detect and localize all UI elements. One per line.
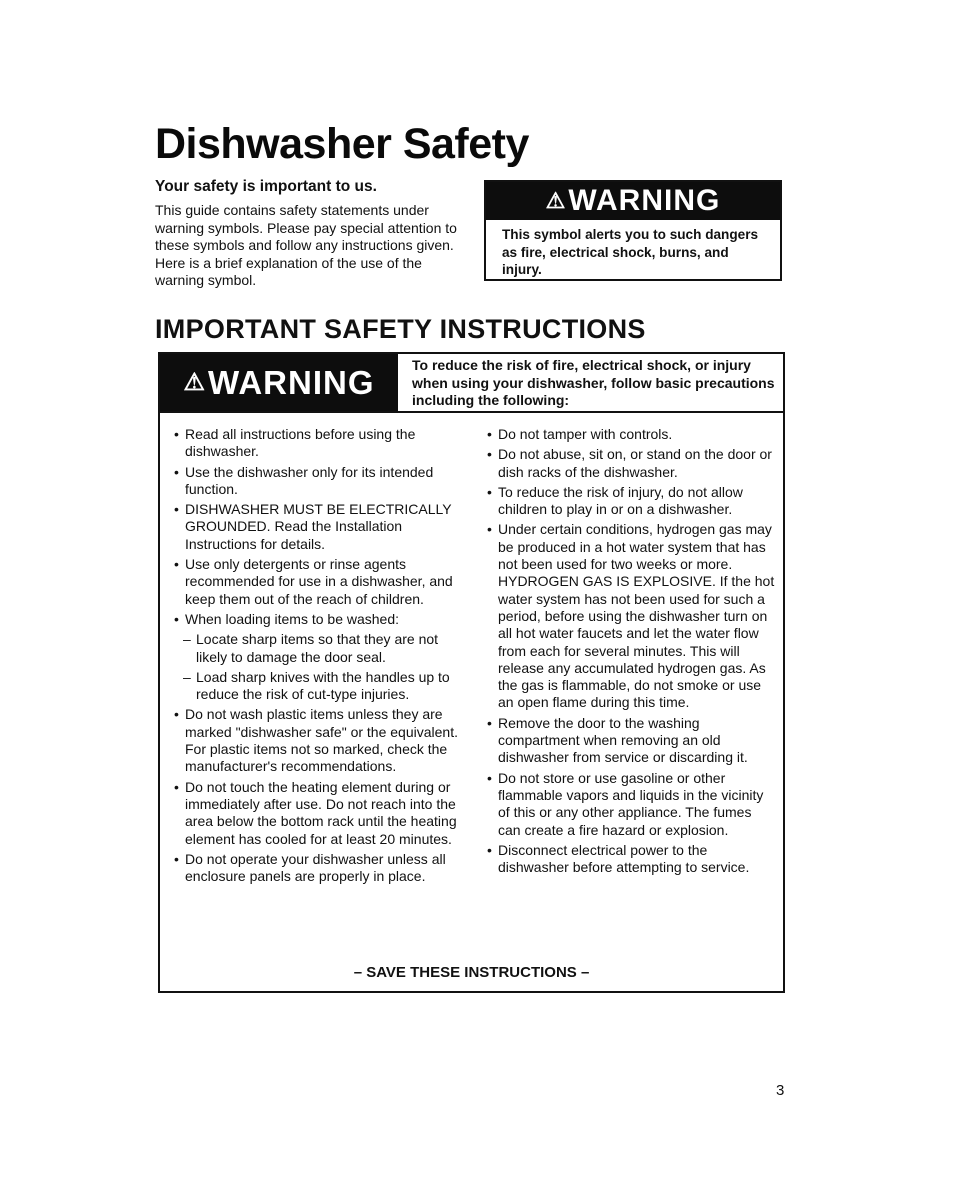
list-item: • Do not abuse, sit on, or stand on the door or dish racks of the dishwasher.: [485, 446, 777, 481]
intro-body: This guide contains safety statements under warning symbols. Please pay special attention to these symbols and follow any instructions given. Here is a brief explanation of the use of the warning symbol.: [155, 202, 457, 289]
intro-section: [155, 178, 465, 290]
instructions-header: [160, 354, 783, 413]
warning-box-text: This symbol alerts you to such dangers as fire, electrical shock, burns, and injury.: [502, 227, 759, 277]
warning-banner: [486, 182, 780, 220]
instructions-header-text: To reduce the risk of fire, electrical shock, or injury when using your dishwasher, follow basic precautions including the following:: [412, 357, 775, 408]
page-title: Dishwasher Safety: [155, 120, 529, 168]
list-item: • Use the dishwasher only for its intended function.: [172, 464, 464, 499]
warning-label: WARNING: [568, 184, 721, 217]
intro-heading: Your safety is important to us.: [155, 178, 377, 195]
list-item: • Do not wash plastic items unless they are marked "dishwasher safe" or the equivalent. For plastic items not so marked, check the manufacturer's recommendations.: [172, 706, 464, 775]
safety-instructions-box: [158, 352, 785, 993]
instructions-warning-banner: [160, 354, 398, 411]
list-item: • Read all instructions before using the dishwasher.: [172, 426, 464, 461]
warning-label: WARNING: [208, 363, 375, 401]
warning-symbol-box: [484, 180, 782, 281]
save-instructions-footer: – SAVE THESE INSTRUCTIONS –: [353, 964, 590, 981]
list-item: • Under certain conditions, hydrogen gas may be produced in a hot water system that has not been used for two weeks or more. HYDROGEN GAS IS EXPLOSIVE. If the hot water system has not been used for such a period, before using the dishwasher turn on all hot water faucets and let the water flow from each for several minutes. This will release any accumulated hydrogen gas. As the gas is flammable, do not smoke or use an open flame during this time.: [485, 521, 777, 711]
section-title: IMPORTANT SAFETY INSTRUCTIONS: [155, 314, 646, 344]
list-item: • Disconnect electrical power to the dishwasher before attempting to service.: [485, 842, 777, 877]
list-item: • Do not touch the heating element during or immediately after use. Do not reach into the area below the bottom rack until the heating element has cooled for at least 20 minutes.: [172, 779, 464, 848]
page-number: 3: [776, 1082, 785, 1099]
list-item: • Do not store or use gasoline or other flammable vapors and liquids in the vicinity of this or any other appliance. The fumes can create a fire hazard or explosion.: [485, 770, 777, 839]
list-item: • Do not operate your dishwasher unless all enclosure panels are properly in place.: [172, 851, 464, 886]
warning-triangle-icon: ⚠: [183, 369, 206, 396]
list-item: • Do not tamper with controls.: [485, 426, 777, 443]
list-item: • To reduce the risk of injury, do not allow children to play in or on a dishwasher.: [485, 484, 777, 519]
instructions-right-column: [485, 426, 777, 879]
list-item: • Remove the door to the washing compartment when removing an old dishwasher from service or discarding it.: [485, 715, 777, 767]
sub-list-item: – Load sharp knives with the handles up to reduce the risk of cut-type injuries.: [172, 669, 464, 704]
warning-triangle-icon: ⚠: [545, 188, 567, 213]
list-item: • Use only detergents or rinse agents recommended for use in a dishwasher, and keep them out of the reach of children.: [172, 556, 464, 608]
list-item: • DISHWASHER MUST BE ELECTRICALLY GROUNDED. Read the Installation Instructions for details.: [172, 501, 464, 553]
list-item: • When loading items to be washed:: [172, 611, 464, 628]
instructions-left-column: [172, 426, 464, 888]
sub-list-item: – Locate sharp items so that they are not likely to damage the door seal.: [172, 631, 464, 666]
